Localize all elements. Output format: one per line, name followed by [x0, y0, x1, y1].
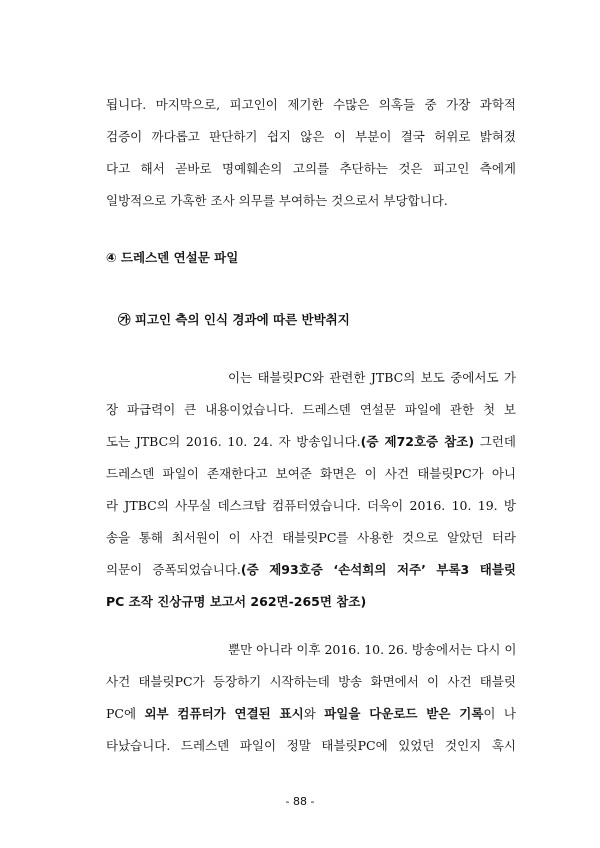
text-line: 드레스덴 파일이 존재한다고 보여준 화면은 이 사건 태블릿PC가 아니	[106, 466, 516, 481]
emphasis-text: 외부 컴퓨터가 연결된 표시	[144, 706, 304, 721]
text-line: 사건 태블릿PC가 등장하기 시작하는데 방송 화면에서 이 사건 태블릿	[106, 674, 516, 689]
evidence-reference: PC 조작 진상규명 보고서 262면-265면 참조)	[106, 594, 367, 609]
text-line: 타났습니다. 드레스덴 파일이 정말 태블릿PC에 있었던 것인지 혹시	[106, 738, 516, 753]
paragraph-dresden-report	[106, 362, 516, 618]
text-segment: 도는 JTBC의 2016. 10. 24. 자 방송입니다.	[106, 434, 361, 449]
text-line: 송을 통해 최서원이 이 사건 태블릿PC를 사용한 것으로 알았던 터라	[106, 530, 516, 545]
text-segment: PC에	[106, 706, 145, 721]
subsection-heading: ㉮ 피고인 측의 인식 경과에 따른 반박취지	[118, 312, 350, 327]
emphasis-text: 파일을 다운로드 받은 기록	[324, 706, 484, 721]
text-segment: 그런데	[474, 434, 516, 449]
text-line: 라 JTBC의 사무실 데스크탑 컴퓨터였습니다. 더욱이 2016. 10. 19. 방	[106, 498, 516, 513]
text-segment: 의문이 증폭되었습니다.	[106, 562, 241, 577]
text-segment: 이 나	[483, 706, 516, 721]
text-segment: 와	[303, 706, 325, 721]
paragraph-conclusion	[106, 89, 516, 217]
text-line: 일방적으로 가혹한 조사 의무를 부여하는 것으로서 부당합니다.	[106, 193, 448, 208]
text-line: 뿐만 아니라 이후 2016. 10. 26. 방송에서는 다시 이	[228, 642, 516, 657]
text-line: 이는 태블릿PC와 관련한 JTBC의 보도 중에서도 가	[228, 370, 516, 385]
evidence-reference: (증 제72호증 참조)	[360, 434, 475, 449]
text-line: 검증이 까다롭고 판단하기 쉽지 않은 이 부분이 결국 허위로 밝혀졌	[106, 129, 516, 144]
text-line: 장 파급력이 큰 내용이었습니다. 드레스덴 연설문 파일에 관한 첫 보	[106, 402, 516, 417]
text-line: 다고 해서 곧바로 명예훼손의 고의를 추단하는 것은 피고인 측에게	[106, 161, 516, 176]
text-line	[106, 426, 516, 458]
section-heading: ④ 드레스덴 연설문 파일	[106, 250, 239, 265]
text-line	[106, 554, 516, 586]
paragraph-broadcast	[106, 634, 516, 762]
evidence-reference: (증 제93호증 ‘손석희의 저주’ 부록3 태블릿	[240, 562, 516, 577]
page-number: - 88 -	[285, 795, 315, 808]
text-line	[106, 698, 516, 730]
text-line: 됩니다. 마지막으로, 피고인이 제기한 수많은 의혹들 중 가장 과학적	[106, 97, 516, 112]
